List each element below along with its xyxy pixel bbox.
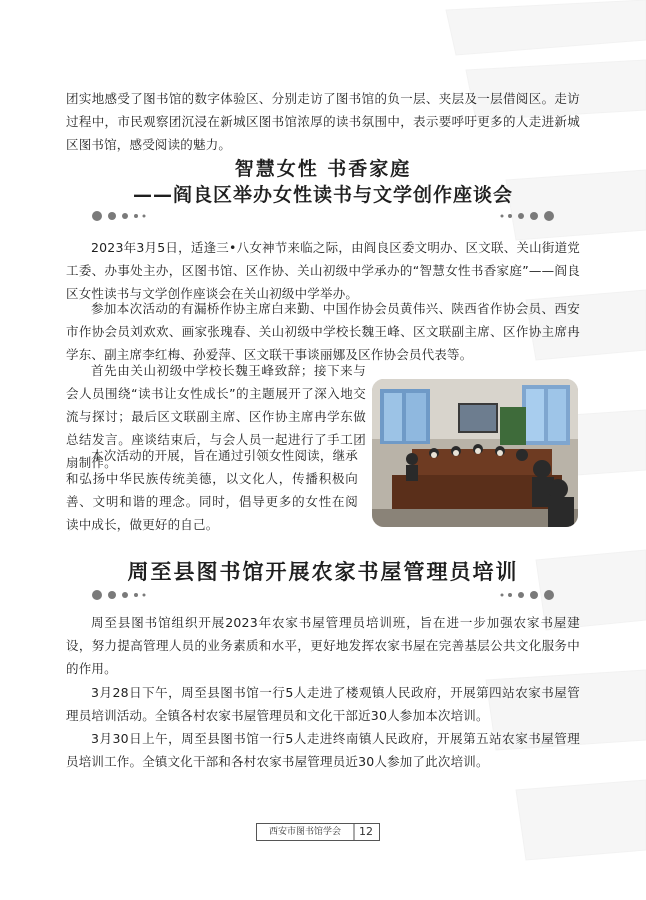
section3-paragraph-3: 3月30日上午，周至县图书馆一行5人走进终南镇人民政府，开展第五站农家书屋管理员培训工作。全镇文化干部和各村农家书屋管理员近30人参加了此次培训。: [66, 731, 580, 769]
page-number: 12: [359, 825, 373, 838]
article-paragraph-2: 参加本次活动的有漏桥作协主席白来勤、中国作协会员黄伟兴、陕西省作协会员、西安市作协会员刘欢欢、画家张瑰春、关山初级中学校长魏王峰、区文联副主席、区作协主席冉学东、副主席李红梅、孙爱萍、区文联干事谈丽娜及区作协会员代表等。: [66, 301, 580, 362]
section-title: 周至县图书馆开展农家书屋管理员培训: [127, 560, 519, 584]
section3-paragraph-1: 周至县图书馆组织开展2023年农家书屋管理员培训班，旨在进一步加强农家书屋建设，努力提高管理人员的业务素质和水平，更好地发挥农家书屋在完善基层公共文化服务中的作用。: [66, 615, 580, 676]
article-paragraph-3-text: 首先由关山初级中学校长魏王峰致辞；接下来与会人员围绕“读书让女性成长”的主题展开了深入地交流与探讨；最后区文联副主席、区作协主席冉学东做总结发言。座谈结束后，与会人员一起进行了手工团扇制作。: [66, 363, 366, 470]
article-title-line2: ——阎良区举办女性读书与文学创作座谈会: [132, 184, 513, 206]
intro-paragraph: 团实地感受了图书馆的数字体验区、分别走访了图书馆的负一层、夹层及一层借阅区。走访过程中，市民观察团沉浸在新城区图书馆浓厚的读书氛围中，表示要呼吁更多的人走进新城区图书馆，感受阅读的魅力。: [66, 91, 580, 152]
article-title-line1: 智慧女性 书香家庭: [234, 158, 412, 180]
meeting-photo: [372, 379, 578, 527]
section3-paragraph-2: 3月28日下午，周至县图书馆一行5人走进了楼观镇人民政府，开展第四站农家书屋管理员培训活动。全镇各村农家书屋管理员和文化干部近30人参加本次培训。: [66, 685, 580, 723]
footer-society-name: 西安市图书馆学会: [268, 827, 341, 837]
page-footer: [256, 823, 380, 841]
article-paragraph-1: 2023年3月5日，适逢三•八女神节来临之际，由阎良区委文明办、区文联、关山街道党工委、办事处主办，区图书馆、区作协、关山初级中学承办的“智慧女性书香家庭”——阎良区女性读书与文学创作座谈会在关山初级中学举办。: [66, 240, 580, 301]
section-divider-dots: [92, 590, 554, 600]
article-paragraph-4: 本次活动的开展，旨在通过引领女性阅读，继承和弘扬中华民族传统美德，以文化人，传播积极向善、文明和谐的理念。同时，倡导更多的女性在阅读中成长，做更好的自己。: [66, 448, 358, 532]
title-divider-dots: [92, 211, 554, 221]
